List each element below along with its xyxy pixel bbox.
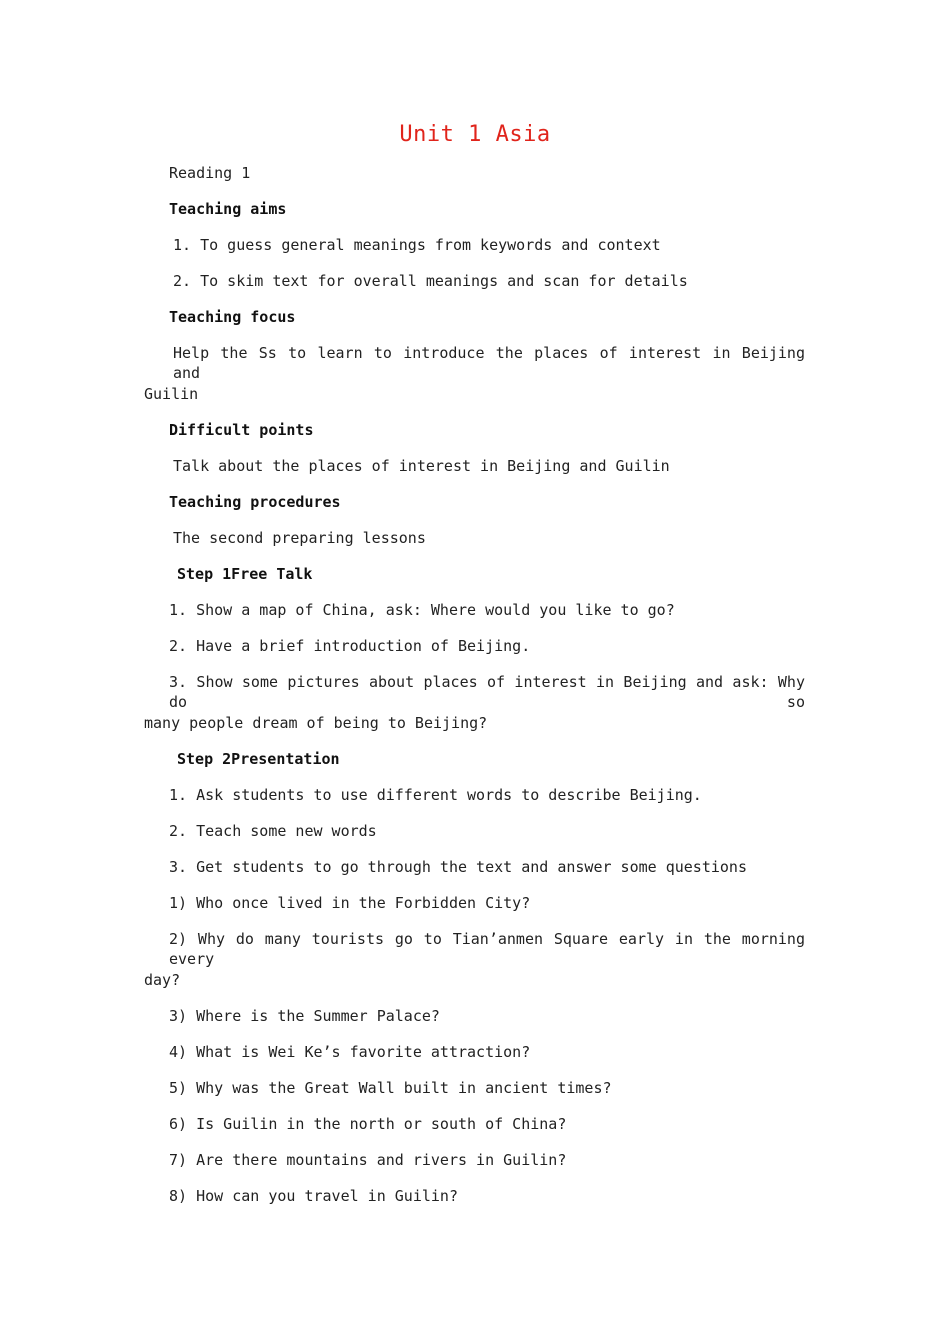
teaching-focus-text-line2: Guilin	[144, 385, 199, 403]
question-item: 5) Why was the Great Wall built in ancient times?	[169, 1079, 612, 1097]
step2-item: 3. Get students to go through the text and answer some questions	[169, 858, 747, 876]
question-item: 6) Is Guilin in the north or south of China?	[169, 1115, 567, 1133]
teaching-aim-item: 2. To skim text for overall meanings and scan for details	[173, 272, 688, 290]
question-item: 7) Are there mountains and rivers in Guilin?	[169, 1151, 567, 1169]
teaching-procedures-heading: Teaching procedures	[169, 493, 341, 511]
step1-item: 1. Show a map of China, ask: Where would you like to go?	[169, 601, 675, 619]
teaching-focus-heading: Teaching focus	[169, 308, 296, 326]
teaching-aims-heading: Teaching aims	[169, 200, 287, 218]
page-title: Unit 1 Asia	[399, 122, 551, 147]
step2-heading: Step 2Presentation	[177, 750, 340, 768]
question-item: 3) Where is the Summer Palace?	[169, 1007, 440, 1025]
step1-item: 2. Have a brief introduction of Beijing.	[169, 637, 531, 655]
question-item-2-line2: day?	[144, 971, 181, 989]
difficult-points-text: Talk about the places of interest in Beijing and Guilin	[173, 457, 670, 475]
question-item-2-line1: 2) Why do many tourists go to Tian’anmen Square early in the morning every	[169, 930, 805, 968]
step2-item: 1. Ask students to use different words to describe Beijing.	[169, 786, 702, 804]
reading-label: Reading 1	[169, 164, 251, 182]
teaching-procedures-text: The second preparing lessons	[173, 529, 426, 547]
step2-item: 2. Teach some new words	[169, 822, 377, 840]
step1-heading: Step 1Free Talk	[177, 565, 313, 583]
teaching-aim-item: 1. To guess general meanings from keywords and context	[173, 236, 661, 254]
difficult-points-heading: Difficult points	[169, 421, 314, 439]
question-item: 8) How can you travel in Guilin?	[169, 1187, 458, 1205]
teaching-focus-text-line1: Help the Ss to learn to introduce the places of interest in Beijing and	[173, 344, 805, 382]
step1-item3-line2: many people dream of being to Beijing?	[144, 714, 488, 732]
question-item: 1) Who once lived in the Forbidden City?	[169, 894, 531, 912]
question-item: 4) What is Wei Ke’s favorite attraction?	[169, 1043, 531, 1061]
step1-item3-line1: 3. Show some pictures about places of interest in Beijing and ask: Why do so	[169, 673, 805, 711]
